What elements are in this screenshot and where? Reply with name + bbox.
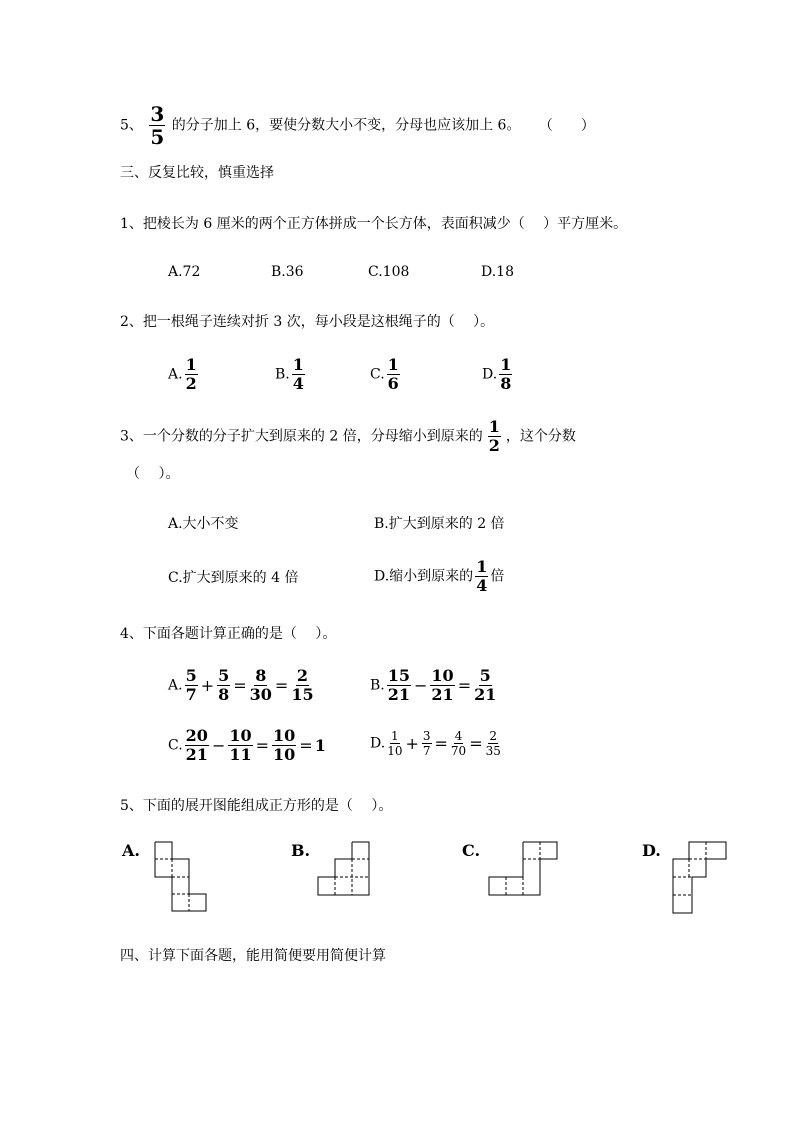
- choice-question-4: 4、下面各题计算正确的是（ ）。: [120, 626, 337, 642]
- option-c[interactable]: [168, 728, 327, 763]
- option-d[interactable]: [370, 730, 503, 757]
- answer-paren[interactable]: （ ）: [538, 117, 595, 134]
- option-a[interactable]: A.大小不变: [168, 516, 239, 532]
- fraction-numerator: 5: [218, 666, 230, 685]
- fraction-numerator: 1: [292, 355, 304, 374]
- section-3-title: 三、反复比较，慎重选择: [120, 165, 274, 181]
- fraction-numerator: 10: [273, 726, 296, 745]
- question-text: 的分子加上 6，要使分数大小不变，分母也应该加上 6。: [171, 117, 521, 134]
- choice-question-2: 2、把一根绳子连续对折 3 次，每小段是这根绳子的（ ）。: [120, 314, 495, 330]
- option-d-label[interactable]: D.: [642, 841, 661, 860]
- fraction: [250, 668, 272, 703]
- option-label: D.缩小到原来的: [374, 568, 474, 585]
- tf-question-5: [120, 104, 595, 147]
- fraction-numerator: 1: [476, 557, 488, 576]
- option-d[interactable]: [482, 357, 514, 392]
- question-paren[interactable]: （ ）。: [126, 466, 180, 482]
- fraction-denominator: 7: [422, 744, 431, 758]
- option-b[interactable]: [370, 668, 498, 703]
- fraction-numerator: 8: [255, 666, 267, 685]
- option-text: 倍: [490, 568, 505, 585]
- option-b[interactable]: B.36: [271, 264, 304, 280]
- fraction-numerator: 20: [185, 726, 208, 745]
- fraction-denominator: 2: [185, 374, 197, 393]
- choice-question-3: [120, 419, 576, 454]
- option-c[interactable]: C.扩大到原来的 4 倍: [168, 570, 299, 586]
- fraction-numerator: 2: [296, 666, 309, 685]
- fraction-numerator: 5: [185, 666, 197, 685]
- fraction-numerator: 10: [431, 666, 454, 685]
- math-operator: +: [405, 733, 419, 753]
- math-operator: =: [233, 675, 247, 695]
- question-number: 5、: [120, 117, 143, 134]
- option-label: D.: [370, 735, 386, 752]
- fraction-denominator: 35: [485, 744, 501, 758]
- question-text: ，这个分数: [505, 428, 576, 445]
- cube-net-c[interactable]: [487, 840, 562, 900]
- option-d[interactable]: [374, 559, 504, 594]
- option-label: C.: [370, 366, 385, 383]
- math-operator: =: [299, 735, 313, 755]
- fraction-numerator: 15: [387, 666, 411, 685]
- fraction: [430, 668, 454, 703]
- fraction: [228, 728, 252, 763]
- result-number: 1: [314, 735, 326, 755]
- fraction: [422, 730, 432, 757]
- choice-question-1: 1、把棱长为 6 厘米的两个正方体拼成一个长方体，表面积减少（ ）平方厘米。: [120, 216, 628, 232]
- math-operator: +: [200, 675, 215, 695]
- fraction-denominator: 30: [249, 685, 272, 704]
- option-c[interactable]: C.108: [368, 264, 410, 280]
- fraction-denominator: 10: [273, 745, 296, 764]
- option-label: C.: [168, 737, 183, 754]
- fraction-numerator: 1: [185, 355, 197, 374]
- fraction-denominator: 8: [218, 685, 230, 704]
- option-c[interactable]: [370, 357, 402, 392]
- option-label: B.: [275, 366, 290, 383]
- cube-net-a[interactable]: [150, 840, 210, 915]
- option-a[interactable]: [168, 668, 316, 703]
- math-operator: −: [211, 735, 226, 755]
- math-expression: [385, 666, 499, 704]
- fraction: [185, 357, 198, 392]
- fraction-denominator: 6: [387, 374, 399, 393]
- fraction-numerator: 1: [500, 355, 512, 374]
- fraction-denominator: 70: [450, 744, 467, 758]
- fraction: [185, 668, 198, 703]
- math-operator: =: [457, 675, 472, 695]
- choice-question-5: 5、下面的展开图能组成正方形的是（ ）。: [120, 798, 393, 814]
- option-label: B.: [370, 677, 385, 694]
- math-operator: =: [434, 733, 448, 753]
- fraction-denominator: 2: [488, 436, 500, 455]
- fraction: [451, 730, 466, 757]
- fraction-denominator: 8: [500, 374, 512, 393]
- fraction-numerator: 2: [489, 729, 498, 743]
- math-expression: [385, 729, 503, 758]
- fraction-numerator: 1: [387, 355, 399, 374]
- fraction-denominator: 15: [291, 685, 314, 704]
- fraction: [292, 357, 305, 392]
- fraction: [486, 730, 501, 757]
- option-a[interactable]: [168, 357, 200, 392]
- option-a-label[interactable]: A.: [122, 841, 140, 860]
- fraction-numerator: 3: [150, 102, 165, 126]
- fraction: [387, 357, 400, 392]
- fraction: [488, 419, 501, 454]
- fraction: [272, 728, 296, 763]
- option-c-label[interactable]: C.: [462, 841, 481, 860]
- fraction: [217, 668, 230, 703]
- fraction: [387, 730, 402, 757]
- option-label: A.: [168, 366, 183, 383]
- fraction: [474, 668, 496, 703]
- fraction-denominator: 21: [431, 685, 454, 704]
- option-b[interactable]: [275, 357, 307, 392]
- fraction-denominator: 11: [229, 745, 252, 764]
- cube-net-d[interactable]: [670, 840, 730, 918]
- fraction-denominator: 10: [387, 744, 403, 758]
- fraction: [185, 728, 209, 763]
- section-4-title: 四、计算下面各题，能用简便要用简便计算: [120, 948, 386, 964]
- math-operator: −: [414, 675, 428, 695]
- option-d[interactable]: D.18: [481, 264, 514, 280]
- math-operator: =: [274, 675, 289, 695]
- math-expression: [183, 726, 327, 764]
- math-operator: =: [469, 733, 483, 753]
- option-b[interactable]: B.扩大到原来的 2 倍: [374, 516, 505, 532]
- cube-net-b[interactable]: [316, 840, 386, 900]
- fraction-numerator: 3: [422, 729, 431, 743]
- option-label: D.: [482, 366, 498, 383]
- fraction-denominator: 4: [476, 576, 488, 595]
- fraction: [499, 357, 512, 392]
- option-label: A.: [168, 677, 183, 694]
- fraction-numerator: 10: [229, 726, 252, 745]
- question-text: 3、一个分数的分子扩大到原来的 2 倍，分母缩小到原来的: [120, 428, 483, 445]
- fraction-denominator: 21: [474, 685, 497, 704]
- fraction: [387, 668, 411, 703]
- fraction: [475, 559, 488, 594]
- fraction-denominator: 21: [387, 685, 411, 704]
- math-operator: =: [255, 735, 270, 755]
- fraction-denominator: 21: [185, 745, 208, 764]
- fraction-denominator: 4: [292, 374, 304, 393]
- fraction-numerator: 4: [454, 729, 463, 743]
- option-a[interactable]: A.72: [168, 264, 201, 280]
- fraction-numerator: 1: [488, 417, 500, 436]
- option-b-label[interactable]: B.: [291, 841, 311, 860]
- fraction-denominator: 7: [185, 685, 197, 704]
- fraction-numerator: 5: [479, 666, 491, 685]
- fraction: [291, 668, 313, 703]
- fraction: [149, 104, 165, 147]
- fraction-denominator: 5: [150, 125, 165, 149]
- fraction-numerator: 1: [391, 729, 399, 743]
- math-expression: [183, 666, 316, 704]
